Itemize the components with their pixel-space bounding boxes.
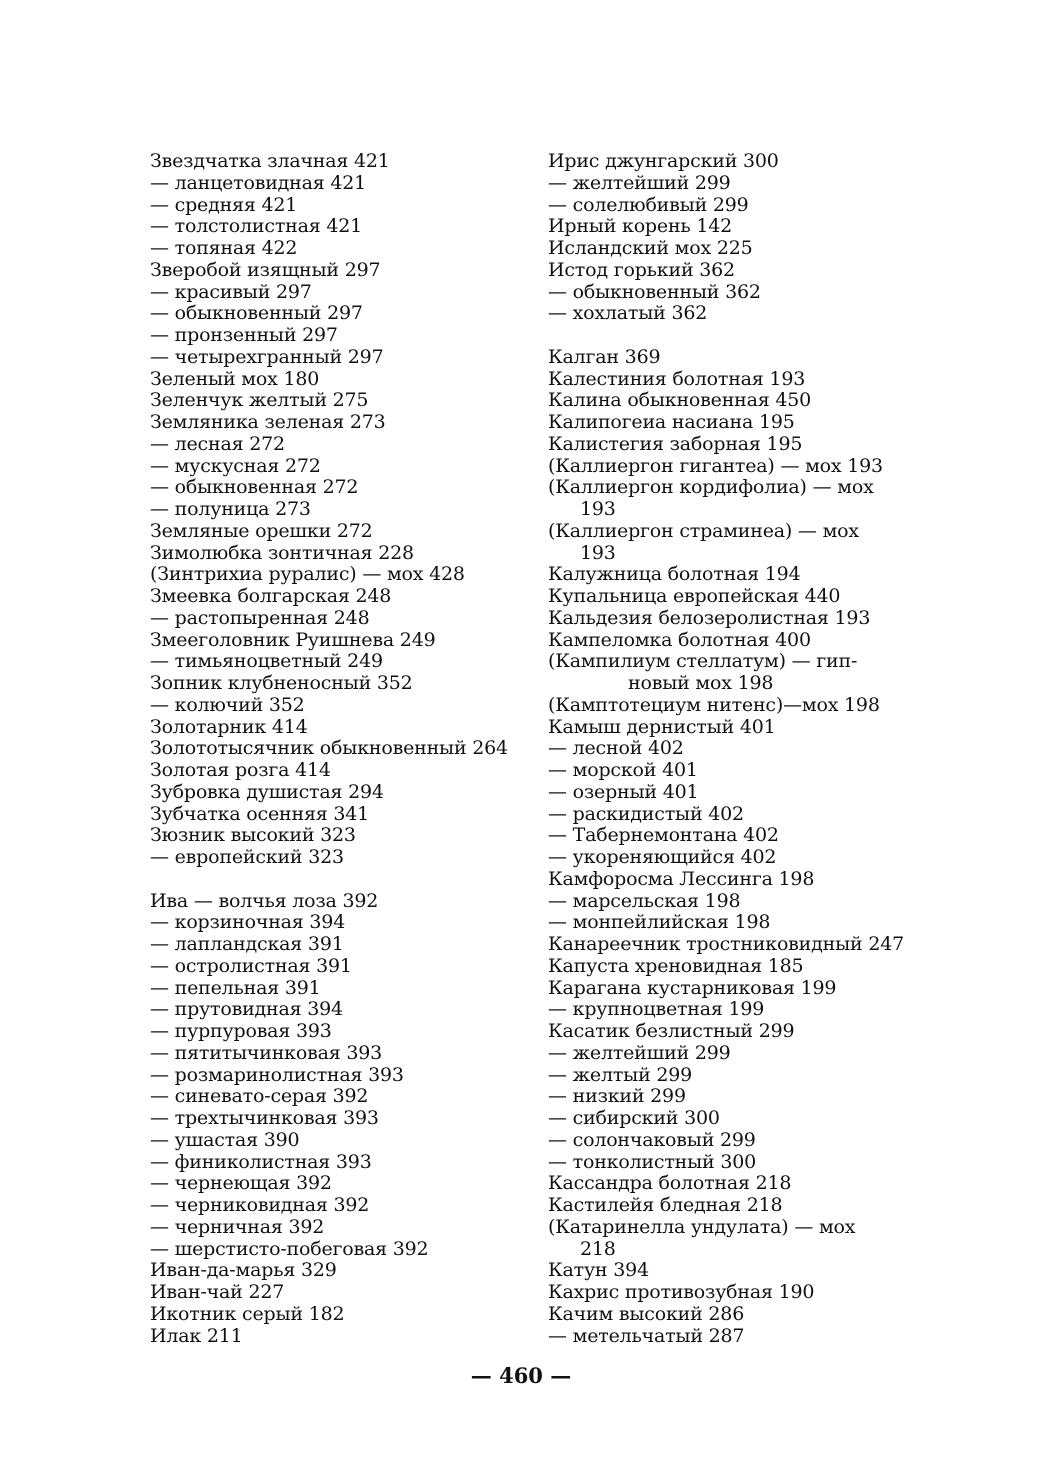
index-entry: Звездчатка злачная 421: [150, 150, 390, 172]
index-entry: — обыкновенный 362: [548, 280, 761, 303]
index-entry: Зверобой изящный 297: [150, 258, 381, 281]
index-entry: — корзиночная 394: [150, 911, 346, 934]
index-entry: — желтейший 299: [548, 1041, 731, 1064]
index-entry: Зеленый мох 180: [150, 367, 320, 390]
index-entry: — солончаковый 299: [548, 1128, 756, 1151]
index-entry: Золотая розга 414: [150, 759, 331, 781]
index-entry: — лапландская 391: [150, 933, 344, 955]
index-entry: — желтейший 299: [548, 171, 731, 194]
index-entry: Камыш дернистый 401: [548, 715, 776, 738]
index-entry: Ирный корень 142: [548, 215, 733, 238]
index-entry: (Камптотециум нитенс)—мох 198: [548, 693, 880, 716]
index-entry: — укореняющийся 402: [548, 846, 777, 868]
index-entry: — красивый 297: [150, 280, 312, 303]
index-entry: — пурпуровая 393: [150, 1020, 332, 1042]
section-gap: [548, 325, 918, 347]
index-entry: (Зинтрихиа руралис) — мох 428: [150, 563, 465, 586]
index-entry: — черничная 392: [150, 1215, 325, 1238]
index-entry: Кампеломка болотная 400: [548, 628, 811, 651]
index-entry: Змееголовник Руишнева 249: [150, 628, 436, 651]
index-entry: (Катаринелла ундулата) — мох: [548, 1215, 856, 1238]
index-entry-continuation: 218: [580, 1237, 616, 1260]
index-entry: — ланцетовидная 421: [150, 171, 367, 194]
index-entry: Катун 394: [548, 1259, 649, 1282]
index-entry: — пепельная 391: [150, 976, 321, 999]
index-entry: Калистегия заборная 195: [548, 432, 803, 455]
index-entry: Змеевка болгарская 248: [150, 585, 392, 607]
index-entry: — четырехгранный 297: [150, 345, 384, 368]
index-entry: Зимолюбка зонтичная 228: [150, 541, 414, 564]
index-entry: — пронзенный 297: [150, 324, 338, 346]
index-entry: — солелюбивый 299: [548, 193, 749, 216]
index-entry-continuation: новый мох 198: [628, 672, 774, 694]
index-entry: Илак 211: [150, 1324, 243, 1347]
index-entry: Золотарник 414: [150, 715, 308, 738]
index-entry: Зюзник высокий 323: [150, 824, 356, 847]
index-entry: Иван-да-марья 329: [150, 1259, 337, 1282]
index-entry: Калужница болотная 194: [548, 563, 801, 586]
index-entry: — сибирский 300: [548, 1107, 720, 1129]
section-gap: [150, 869, 520, 891]
index-entry: — прутовидная 394: [150, 998, 343, 1021]
index-entry: Исландский мох 225: [548, 237, 753, 259]
index-entry: — европейский 323: [150, 846, 344, 868]
index-entry: Капуста хреновидная 185: [548, 954, 804, 977]
index-entry: — ушастая 390: [150, 1128, 300, 1151]
index-entry: Истод горький 362: [548, 258, 735, 281]
index-entry: — пятитычинковая 393: [150, 1041, 383, 1064]
index-entry: (Каллиергон страминеа) — мох: [548, 519, 859, 542]
index-entry: — метельчатый 287: [548, 1324, 745, 1347]
index-entry: — средняя 421: [150, 193, 298, 216]
index-entry: Камфоросма Лессинга 198: [548, 867, 815, 890]
index-entry: (Каллиергон кордифолиа) — мох: [548, 476, 874, 499]
index-entry: — монпейлийская 198: [548, 911, 771, 934]
index-entry: Качим высокий 286: [548, 1302, 745, 1325]
index-entry: — шерстисто-побеговая 392: [150, 1237, 429, 1260]
index-entry: — марсельская 198: [548, 889, 741, 912]
index-entry: — топяная 422: [150, 237, 298, 259]
index-entry: — обыкновенный 297: [150, 302, 363, 325]
index-entry: — лесной 402: [548, 737, 684, 760]
index-entry: — розмаринолистная 393: [150, 1063, 404, 1086]
index-entry: — синевато-серая 392: [150, 1085, 369, 1108]
index-entry: Кассандра болотная 218: [548, 1172, 792, 1195]
index-entry: Карагана кустарниковая 199: [548, 976, 837, 999]
page-number: — 460 —: [470, 1363, 572, 1388]
index-entry: — толстолистная 421: [150, 215, 363, 238]
index-column-right: [548, 151, 918, 1347]
index-entry: Канареечник тростниковидный 247: [548, 933, 904, 955]
index-entry: — лесная 272: [150, 432, 285, 455]
index-entry: Калина обыкновенная 450: [548, 389, 812, 412]
index-entry: Кахрис противозубная 190: [548, 1281, 815, 1303]
index-entry: — морской 401: [548, 759, 698, 781]
index-entry: — тимьяноцветный 249: [150, 650, 383, 673]
index-entry: (Каллиергон гигантеа) — мох 193: [548, 454, 883, 477]
index-entry: — трехтычинковая 393: [150, 1107, 379, 1129]
index-entry-continuation: 193: [580, 498, 616, 520]
index-entry: Калестиния болотная 193: [548, 367, 806, 390]
index-entry: — Табернемонтана 402: [548, 824, 779, 847]
index-entry: — колючий 352: [150, 693, 305, 716]
index-entry: — полуница 273: [150, 498, 311, 520]
index-entry: Зубчатка осенняя 341: [150, 802, 370, 825]
index-entry: — растопыренная 248: [150, 606, 370, 629]
index-entry: — остролистная 391: [150, 954, 352, 977]
index-entry: (Кампилиум стеллатум) — гип-: [548, 650, 858, 673]
index-entry: — крупноцветная 199: [548, 998, 765, 1021]
index-entry: Купальница европейская 440: [548, 585, 841, 607]
index-entry: Зеленчук желтый 275: [150, 389, 369, 412]
index-entry: Иван-чай 227: [150, 1281, 285, 1303]
index-entry: — мускусная 272: [150, 454, 321, 477]
index-entry: — тонколистный 300: [548, 1150, 757, 1173]
index-entry: Калган 369: [548, 345, 661, 368]
index-entry: — обыкновенная 272: [150, 476, 359, 499]
index-entry: Икотник серый 182: [150, 1302, 345, 1325]
index-entry: — финиколистная 393: [150, 1150, 372, 1173]
index-entry: Земляника зеленая 273: [150, 411, 386, 433]
index-entry: — раскидистый 402: [548, 802, 744, 825]
index-column-left: [150, 151, 520, 1347]
index-entry: — чернеющая 392: [150, 1172, 332, 1195]
index-entry: Калипогеиа насиана 195: [548, 411, 795, 433]
index-entry: Касатик безлистный 299: [548, 1020, 795, 1042]
index-entry: — озерный 401: [548, 780, 699, 803]
index-entry: Земляные орешки 272: [150, 519, 373, 542]
index-entry-continuation: 193: [580, 541, 616, 564]
index-entry: Ирис джунгарский 300: [548, 150, 779, 172]
index-entry: Кастилейя бледная 218: [548, 1194, 783, 1216]
index-entry: — черниковидная 392: [150, 1194, 370, 1216]
index-entry: — хохлатый 362: [548, 302, 708, 325]
index-entry: Зопник клубненосный 352: [150, 672, 413, 694]
index-entry: Кальдезия белозеролистная 193: [548, 606, 871, 629]
index-entry: — низкий 299: [548, 1085, 686, 1108]
index-entry: Зубровка душистая 294: [150, 780, 384, 803]
index-entry: — желтый 299: [548, 1063, 693, 1086]
index-entry: Золототысячник обыкновенный 264: [150, 737, 508, 760]
index-entry: Ива — волчья лоза 392: [150, 889, 379, 912]
